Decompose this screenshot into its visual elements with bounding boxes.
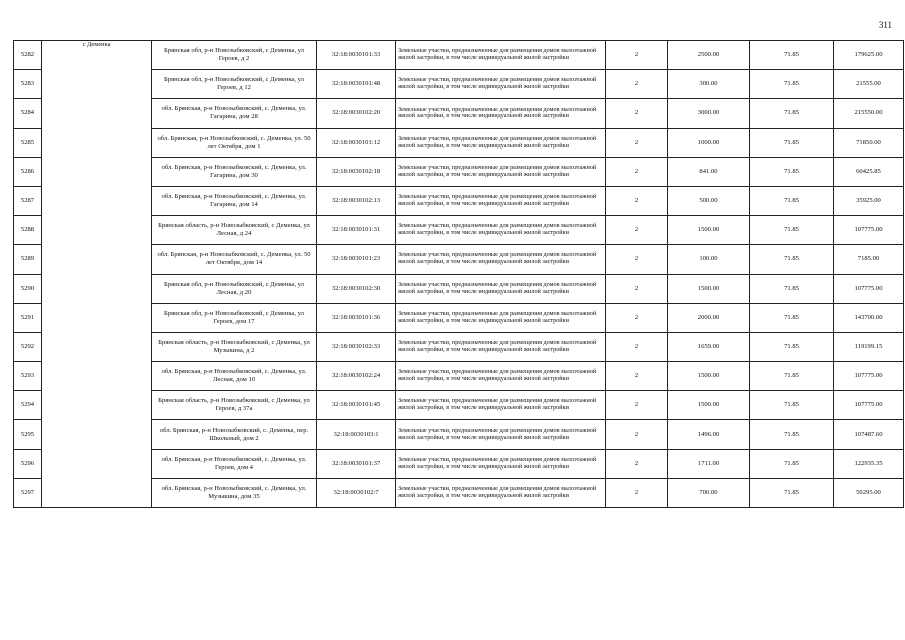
address-cell: обл. Брянская, р-н Новозыбковский, с. Деменка, ул. Героев, дом 4 xyxy=(152,449,317,478)
category-cell: 2 xyxy=(606,449,668,478)
cadastral-number-cell: 32:18:0030101:23 xyxy=(317,245,396,274)
locality-cell xyxy=(42,478,152,507)
address-cell: Брянская область, р-н Новозыбковский, с Деменка, ул Лесная, д 24 xyxy=(152,216,317,245)
table-row xyxy=(14,99,904,128)
cadastral-cost-cell: 71850.00 xyxy=(834,128,904,157)
land-purpose-cell: Земельные участки, предназначенные для размещения домов малоэтажной жилой застройки, в том числе индивидуальной жилой застройки xyxy=(396,157,606,186)
rate-cell: 71.85 xyxy=(750,449,834,478)
cadastral-number-cell: 32:18:0030102:13 xyxy=(317,186,396,215)
table-row xyxy=(14,128,904,157)
cadastral-number-cell: 32:18:0030101:37 xyxy=(317,449,396,478)
locality-cell xyxy=(42,332,152,361)
cadastral-cost-cell: 50295.00 xyxy=(834,478,904,507)
cadastral-cost-cell: 60425.85 xyxy=(834,157,904,186)
cadastral-cost-cell: 21555.00 xyxy=(834,70,904,99)
address-cell: обл. Брянская, р-н Новозыбковский, с. Деменка, ул. Музыкина, дом 35 xyxy=(152,478,317,507)
land-purpose-cell: Земельные участки, предназначенные для размещения домов малоэтажной жилой застройки, в том числе индивидуальной жилой застройки xyxy=(396,216,606,245)
address-cell: обл. Брянская, р-н Новозыбковский, с. Деменка, ул. 50 лет Октября, дом 1 xyxy=(152,128,317,157)
address-cell: Брянская обл, р-н Новозыбковский, с Деменка, ул Героев, д 12 xyxy=(152,70,317,99)
cadastral-number-cell: 32:18:0030101:12 xyxy=(317,128,396,157)
row-number-cell: 5297 xyxy=(14,478,42,507)
cadastral-number-cell: 32:18:0030103:1 xyxy=(317,420,396,449)
table-row xyxy=(14,186,904,215)
cadastral-cost-cell: 143700.00 xyxy=(834,303,904,332)
land-purpose-cell: Земельные участки, предназначенные для размещения домов малоэтажной жилой застройки, в том числе индивидуальной жилой застройки xyxy=(396,41,606,70)
rate-cell: 71.85 xyxy=(750,41,834,70)
table-row xyxy=(14,362,904,391)
category-cell: 2 xyxy=(606,362,668,391)
rate-cell: 71.85 xyxy=(750,420,834,449)
row-number-cell: 5285 xyxy=(14,128,42,157)
locality-cell xyxy=(42,99,152,128)
land-purpose-cell: Земельные участки, предназначенные для размещения домов малоэтажной жилой застройки, в том числе индивидуальной жилой застройки xyxy=(396,128,606,157)
land-registry-table xyxy=(13,40,904,508)
area-cell: 1500.00 xyxy=(668,274,750,303)
table-row xyxy=(14,216,904,245)
row-number-cell: 5289 xyxy=(14,245,42,274)
address-cell: обл. Брянская, р-н Новозыбковский, с. Деменка, ул. Лесная, дом 10 xyxy=(152,362,317,391)
cadastral-cost-cell: 122935.35 xyxy=(834,449,904,478)
category-cell: 2 xyxy=(606,303,668,332)
row-number-cell: 5294 xyxy=(14,391,42,420)
category-cell: 2 xyxy=(606,157,668,186)
area-cell: 300.00 xyxy=(668,70,750,99)
category-cell: 2 xyxy=(606,99,668,128)
cadastral-number-cell: 32:18:0030102:33 xyxy=(317,332,396,361)
cadastral-number-cell: 32:18:0030101:45 xyxy=(317,391,396,420)
table-row xyxy=(14,391,904,420)
address-cell: Брянская обл, р-н Новозыбковский, с Деменка, ул Героев, д 2 xyxy=(152,41,317,70)
address-cell: обл. Брянская, р-н Новозыбковский, с. Деменка, ул. Гагарина, дом 28 xyxy=(152,99,317,128)
category-cell: 2 xyxy=(606,274,668,303)
row-number-cell: 5286 xyxy=(14,157,42,186)
cadastral-cost-cell: 107775.00 xyxy=(834,216,904,245)
cadastral-cost-cell: 107775.00 xyxy=(834,362,904,391)
rate-cell: 71.85 xyxy=(750,157,834,186)
rate-cell: 71.85 xyxy=(750,274,834,303)
cadastral-cost-cell: 107487.60 xyxy=(834,420,904,449)
address-cell: обл. Брянская, р-н Новозыбковский, с. Деменка, ул. Гагарина, дом 14 xyxy=(152,186,317,215)
area-cell: 2500.00 xyxy=(668,41,750,70)
area-cell: 1500.00 xyxy=(668,362,750,391)
row-number-cell: 5292 xyxy=(14,332,42,361)
category-cell: 2 xyxy=(606,128,668,157)
page-number: 311 xyxy=(878,20,892,30)
cadastral-cost-cell: 107775.00 xyxy=(834,391,904,420)
table-row xyxy=(14,70,904,99)
locality-cell xyxy=(42,70,152,99)
address-cell: обл. Брянская, р-н Новозыбковский, с. Деменка, ул. 50 лет Октября, дом 14 xyxy=(152,245,317,274)
row-number-cell: 5291 xyxy=(14,303,42,332)
cadastral-number-cell: 32:18:0030101:31 xyxy=(317,216,396,245)
rate-cell: 71.85 xyxy=(750,70,834,99)
category-cell: 2 xyxy=(606,41,668,70)
category-cell: 2 xyxy=(606,186,668,215)
row-number-cell: 5290 xyxy=(14,274,42,303)
area-cell: 1711.00 xyxy=(668,449,750,478)
cadastral-number-cell: 32:18:0030101:33 xyxy=(317,41,396,70)
table-row xyxy=(14,332,904,361)
address-cell: Брянская область, р-н Новозыбковский, с Деменка, ул Героев, д 37а xyxy=(152,391,317,420)
address-cell: обл. Брянская, р-н Новозыбковский, с. Деменка, ул. Гагарина, дом 30 xyxy=(152,157,317,186)
table-row xyxy=(14,303,904,332)
area-cell: 1659.00 xyxy=(668,332,750,361)
cadastral-cost-cell: 35925.00 xyxy=(834,186,904,215)
address-cell: Брянская обл, р-н Новозыбковский, с Деменка, ул Лесная, д 20 xyxy=(152,274,317,303)
locality-cell xyxy=(42,274,152,303)
category-cell: 2 xyxy=(606,245,668,274)
rate-cell: 71.85 xyxy=(750,391,834,420)
rate-cell: 71.85 xyxy=(750,332,834,361)
land-purpose-cell: Земельные участки, предназначенные для размещения домов малоэтажной жилой застройки, в том числе индивидуальной жилой застройки xyxy=(396,274,606,303)
category-cell: 2 xyxy=(606,391,668,420)
table-body xyxy=(14,41,904,508)
locality-cell xyxy=(42,391,152,420)
table-row xyxy=(14,245,904,274)
rate-cell: 71.85 xyxy=(750,216,834,245)
area-cell: 700.00 xyxy=(668,478,750,507)
rate-cell: 71.85 xyxy=(750,99,834,128)
locality-cell xyxy=(42,157,152,186)
row-number-cell: 5287 xyxy=(14,186,42,215)
land-purpose-cell: Земельные участки, предназначенные для размещения домов малоэтажной жилой застройки, в том числе индивидуальной жилой застройки xyxy=(396,186,606,215)
row-number-cell: 5284 xyxy=(14,99,42,128)
land-purpose-cell: Земельные участки, предназначенные для размещения домов малоэтажной жилой застройки, в том числе индивидуальной жилой застройки xyxy=(396,391,606,420)
rate-cell: 71.85 xyxy=(750,186,834,215)
category-cell: 2 xyxy=(606,70,668,99)
rate-cell: 71.85 xyxy=(750,245,834,274)
area-cell: 100.00 xyxy=(668,245,750,274)
locality-cell xyxy=(42,245,152,274)
land-purpose-cell: Земельные участки, предназначенные для размещения домов малоэтажной жилой застройки, в том числе индивидуальной жилой застройки xyxy=(396,303,606,332)
category-cell: 2 xyxy=(606,478,668,507)
category-cell: 2 xyxy=(606,420,668,449)
locality-cell xyxy=(42,420,152,449)
area-cell: 1500.00 xyxy=(668,216,750,245)
cadastral-cost-cell: 119199.15 xyxy=(834,332,904,361)
locality-cell xyxy=(42,186,152,215)
row-number-cell: 5296 xyxy=(14,449,42,478)
cadastral-number-cell: 32:18:0030102:18 xyxy=(317,157,396,186)
locality-cell xyxy=(42,216,152,245)
cadastral-cost-cell: 215550.00 xyxy=(834,99,904,128)
locality-cell xyxy=(42,303,152,332)
cadastral-number-cell: 32:18:0030102:20 xyxy=(317,99,396,128)
address-cell: Брянская обл, р-н Новозыбковский, с Деменка, ул Героев, дом 17 xyxy=(152,303,317,332)
table-row xyxy=(14,157,904,186)
address-cell: обл. Брянская, р-н Новозыбковский, с. Деменка, пер. Школьный, дом 2 xyxy=(152,420,317,449)
land-purpose-cell: Земельные участки, предназначенные для размещения домов малоэтажной жилой застройки, в том числе индивидуальной жилой застройки xyxy=(396,99,606,128)
rate-cell: 71.85 xyxy=(750,478,834,507)
area-cell: 2000.00 xyxy=(668,303,750,332)
table-row xyxy=(14,478,904,507)
row-number-cell: 5283 xyxy=(14,70,42,99)
row-number-cell: 5295 xyxy=(14,420,42,449)
land-purpose-cell: Земельные участки, предназначенные для размещения домов малоэтажной жилой застройки, в том числе индивидуальной жилой застройки xyxy=(396,478,606,507)
category-cell: 2 xyxy=(606,332,668,361)
cadastral-number-cell: 32:18:0030101:36 xyxy=(317,303,396,332)
table-row xyxy=(14,420,904,449)
category-cell: 2 xyxy=(606,216,668,245)
land-purpose-cell: Земельные участки, предназначенные для размещения домов малоэтажной жилой застройки, в том числе индивидуальной жилой застройки xyxy=(396,70,606,99)
table-row xyxy=(14,274,904,303)
table-row xyxy=(14,41,904,70)
area-cell: 500.00 xyxy=(668,186,750,215)
land-purpose-cell: Земельные участки, предназначенные для размещения домов малоэтажной жилой застройки, в том числе индивидуальной жилой застройки xyxy=(396,449,606,478)
cadastral-number-cell: 32:18:0030101:48 xyxy=(317,70,396,99)
locality-cell xyxy=(42,128,152,157)
rate-cell: 71.85 xyxy=(750,128,834,157)
locality-cell xyxy=(42,362,152,391)
address-cell: Брянская область, р-н Новозыбковский, с Деменка, ул Музыкина, д 2 xyxy=(152,332,317,361)
cadastral-number-cell: 32:18:0030102:30 xyxy=(317,274,396,303)
cadastral-cost-cell: 107775.00 xyxy=(834,274,904,303)
area-cell: 841.00 xyxy=(668,157,750,186)
row-number-cell: 5282 xyxy=(14,41,42,70)
rate-cell: 71.85 xyxy=(750,303,834,332)
area-cell: 1496.00 xyxy=(668,420,750,449)
area-cell: 1500.00 xyxy=(668,391,750,420)
cadastral-number-cell: 32:18:0030102:24 xyxy=(317,362,396,391)
table-row xyxy=(14,449,904,478)
rate-cell: 71.85 xyxy=(750,362,834,391)
cadastral-cost-cell: 7185.00 xyxy=(834,245,904,274)
locality-cell xyxy=(42,449,152,478)
land-purpose-cell: Земельные участки, предназначенные для размещения домов малоэтажной жилой застройки, в том числе индивидуальной жилой застройки xyxy=(396,420,606,449)
cadastral-cost-cell: 179625.00 xyxy=(834,41,904,70)
area-cell: 1000.00 xyxy=(668,128,750,157)
land-purpose-cell: Земельные участки, предназначенные для размещения домов малоэтажной жилой застройки, в том числе индивидуальной жилой застройки xyxy=(396,245,606,274)
land-purpose-cell: Земельные участки, предназначенные для размещения домов малоэтажной жилой застройки, в том числе индивидуальной жилой застройки xyxy=(396,332,606,361)
row-number-cell: 5293 xyxy=(14,362,42,391)
cadastral-number-cell: 32:18:0030102:7 xyxy=(317,478,396,507)
locality-cell: с Деменка xyxy=(42,41,152,70)
area-cell: 3000.00 xyxy=(668,99,750,128)
row-number-cell: 5288 xyxy=(14,216,42,245)
land-purpose-cell: Земельные участки, предназначенные для размещения домов малоэтажной жилой застройки, в том числе индивидуальной жилой застройки xyxy=(396,362,606,391)
